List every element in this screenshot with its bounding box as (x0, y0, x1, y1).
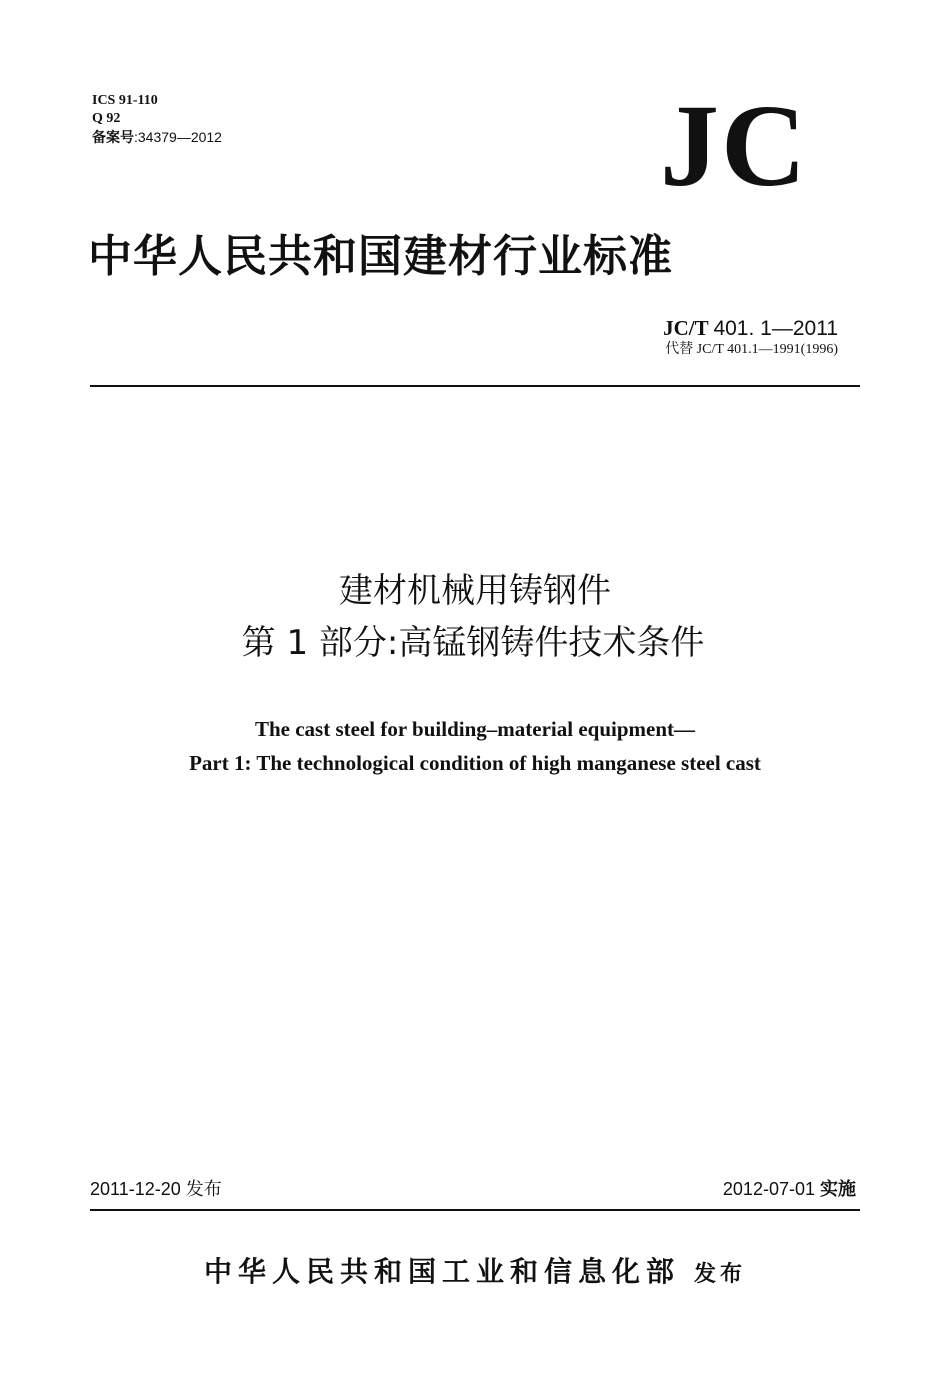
classification-block (92, 92, 222, 146)
standard-code-number: 401. 1—2011 (713, 317, 838, 340)
english-title (0, 712, 950, 780)
ics-code: ICS 91-110 (92, 93, 158, 108)
replaces-note: 代替 JC/T 401.1—1991(1996) (665, 342, 838, 357)
standard-code (663, 316, 838, 341)
publisher-org: 中华人民共和国工业和信息化部 (203, 1255, 680, 1288)
english-title-line2: Part 1: The technological condition of high manganese steel cast (189, 751, 761, 775)
record-number-value: :34379—2012 (134, 129, 222, 145)
issue-date-value: 2011-12-20 (90, 1179, 181, 1199)
issue-date (90, 1176, 222, 1202)
top-divider (90, 385, 860, 387)
english-title-line1: The cast steel for building–material equipment— (254, 717, 695, 741)
implementation-date-word: 实施 (820, 1179, 856, 1199)
implementation-date (723, 1176, 856, 1202)
publisher-line (0, 1252, 950, 1294)
bottom-divider (90, 1209, 860, 1211)
issue-date-word: 发布 (185, 1179, 222, 1199)
dates-row (90, 1176, 860, 1202)
publisher-action: 发布 (694, 1261, 747, 1287)
issuing-body-title: 中华人民共和国建材行业标准 (88, 231, 673, 282)
record-number (92, 128, 222, 146)
ccs-code: Q 92 (92, 111, 121, 126)
record-number-label: 备案号 (92, 129, 134, 145)
standard-number-block (663, 316, 838, 359)
chinese-title-line1: 建材机械用铸钢件 (339, 571, 611, 611)
implementation-date-value: 2012-07-01 (722, 1179, 815, 1199)
chinese-title (0, 565, 950, 669)
jc-logo: JC (660, 80, 809, 211)
chinese-title-line2: 第 1 部分:高锰钢铸件技术条件 (241, 623, 705, 663)
standard-code-prefix: JC/T (663, 316, 709, 340)
